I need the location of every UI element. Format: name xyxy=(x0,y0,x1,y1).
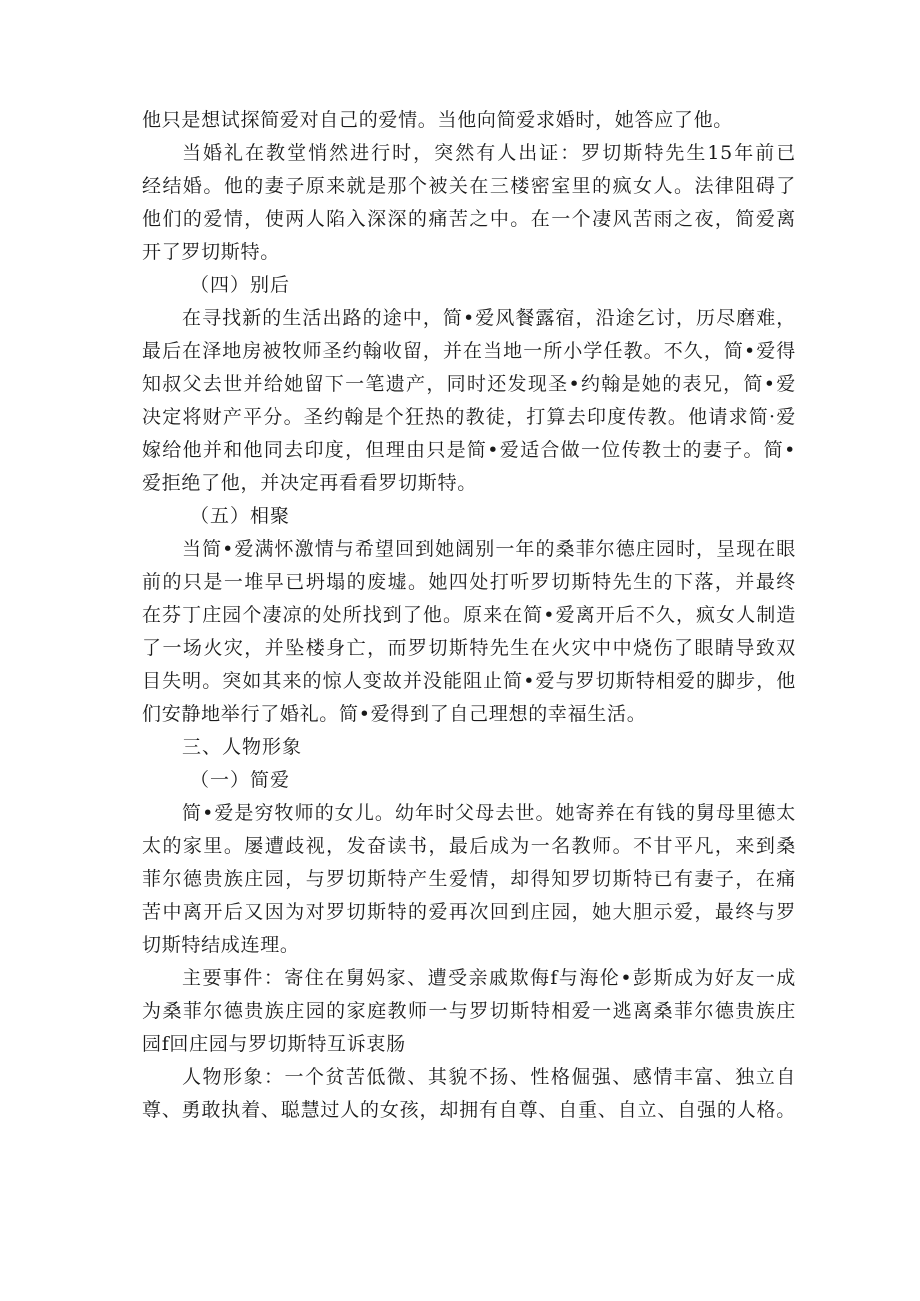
paragraph-line: 他们的爱情，使两人陷入深深的痛苦之中。在一个凄风苦雨之夜，简爱离 xyxy=(142,208,796,230)
paragraph-line: 尊、勇敢执着、聪慧过人的女孩，却拥有自尊、自重、自立、自强的人格。 xyxy=(142,1099,796,1121)
paragraph-line: 当简•爱满怀激情与希望回到她阔别一年的桑菲尔德庄园时，呈现在眼 xyxy=(182,538,796,560)
paragraph-line: 太的家里。屡遭歧视，发奋读书，最后成为一名教师。不甘平凡，来到桑 xyxy=(142,835,796,857)
paragraph-line: 园f回庄园与罗切斯特互诉衷肠 xyxy=(142,1033,406,1055)
paragraph-line: 为桑菲尔德贵族庄园的家庭教师一与罗切斯特相爱一逃离桑菲尔德贵族庄 xyxy=(142,1000,796,1022)
paragraph-line: 前的只是一堆早已坍塌的废墟。她四处打听罗切斯特先生的下落，并最终 xyxy=(142,571,796,593)
paragraph-line: 当婚礼在教堂悄然进行时，突然有人出证：罗切斯特先生15年前已 xyxy=(182,142,796,164)
paragraph-line: 菲尔德贵族庄园，与罗切斯特产生爱情，却得知罗切斯特已有妻子，在痛 xyxy=(142,868,796,890)
section-heading: （四）别后 xyxy=(190,274,291,296)
document-page xyxy=(142,104,796,1127)
paragraph-line: 目失明。突如其来的惊人变故并没能阻止简•爱与罗切斯特相爱的脚步，他 xyxy=(142,670,796,692)
paragraph-line: 主要事件：寄住在舅妈家、遭受亲戚欺侮f与海伦•彭斯成为好友一成 xyxy=(182,967,796,989)
paragraph-line: 简•爱是穷牧师的女儿。幼年时父母去世。她寄养在有钱的舅母里德太 xyxy=(182,802,796,824)
paragraph-line: 他只是想试探简爱对自己的爱情。当他向简爱求婚时，她答应了他。 xyxy=(142,109,734,131)
paragraph-line: 在芬丁庄园个凄凉的处所找到了他。原来在简•爱离开后不久，疯女人制造 xyxy=(142,604,796,626)
chapter-heading: 三、人物形象 xyxy=(182,736,303,758)
section-heading: （五）相聚 xyxy=(190,505,291,527)
paragraph-line: 切斯特结成连理。 xyxy=(142,934,300,956)
paragraph-line: 开了罗切斯特。 xyxy=(142,241,280,263)
paragraph-line: 在寻找新的生活出路的途中，简•爱风餐露宿，沿途乞讨，历尽磨难， xyxy=(182,307,796,329)
paragraph-line: 人物形象：一个贫苦低微、其貌不扬、性格倔强、感情丰富、独立自 xyxy=(182,1066,796,1088)
paragraph-line: 苦中离开后又因为对罗切斯特的爱再次回到庄园，她大胆示爱，最终与罗 xyxy=(142,901,796,923)
paragraph-line: 嫁给他并和他同去印度，但理由只是简•爱适合做一位传教士的妻子。简• xyxy=(142,439,796,461)
paragraph-line: 们安静地举行了婚礼。简•爱得到了自己理想的幸福生活。 xyxy=(142,703,647,725)
paragraph-line: 知叔父去世并给她留下一笔遗产，同时还发现圣•约翰是她的表兄，简•爱 xyxy=(142,373,796,395)
paragraph-line: 爱拒绝了他，并决定再看看罗切斯特。 xyxy=(142,472,477,494)
section-heading: （一）简爱 xyxy=(190,769,291,791)
paragraph-line: 了一场火灾，并坠楼身亡，而罗切斯特先生在火灾中中烧伤了眼睛导致双 xyxy=(142,637,796,659)
paragraph-line: 最后在泽地房被牧师圣约翰收留，并在当地一所小学任教。不久，简•爱得 xyxy=(142,340,796,362)
paragraph-line: 决定将财产平分。圣约翰是个狂热的教徒，打算去印度传教。他请求简·爱 xyxy=(142,406,796,428)
paragraph-line: 经结婚。他的妻子原来就是那个被关在三楼密室里的疯女人。法律阻碍了 xyxy=(142,175,796,197)
